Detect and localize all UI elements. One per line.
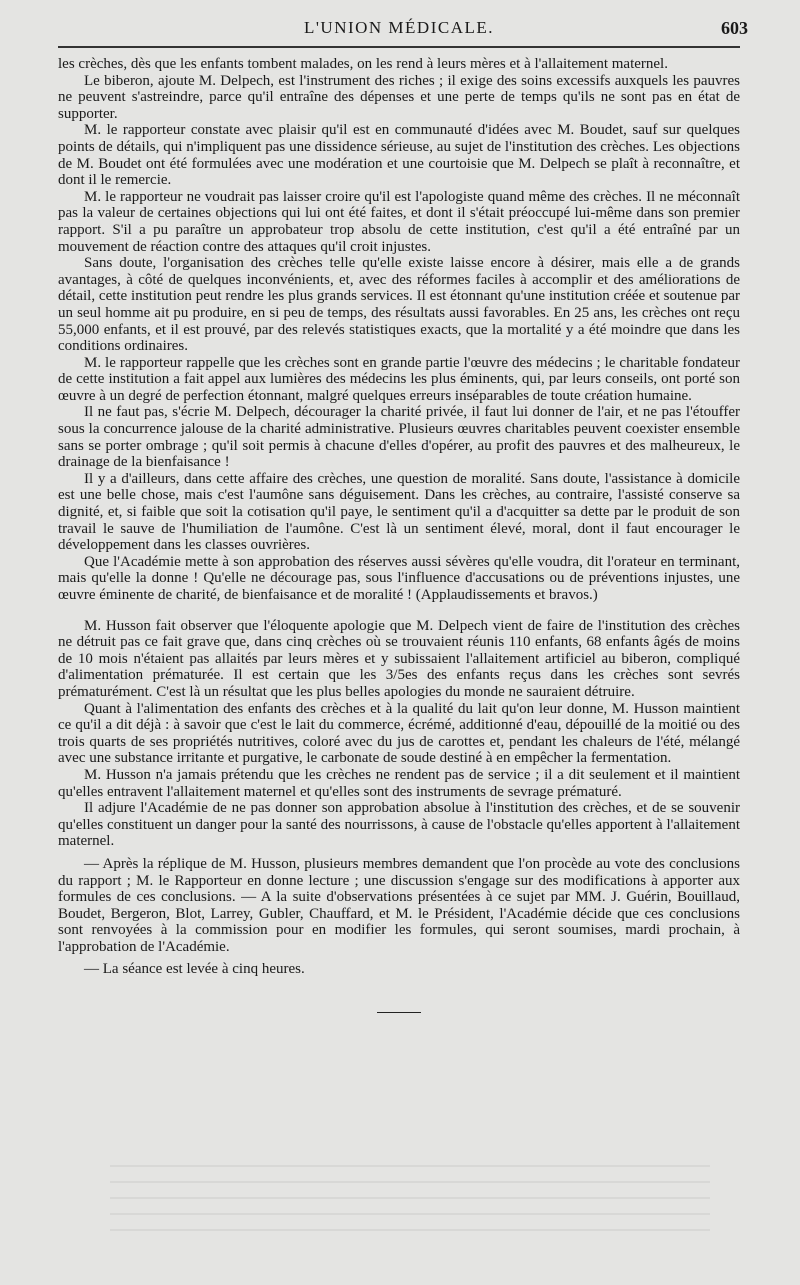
show-through-texture <box>110 1165 710 1245</box>
paragraph: Sans doute, l'organisation des crèches telle qu'elle existe laisse encore à désirer, mais elle a de grands avantages, à côté de quelques inconvénients, et, avec des réformes faciles à accomplir et des améliorations de détail, cette institution peut rendre les plus grands services. Il est étonnant qu'une institution créée et soutenue par un seul homme ait pu produire, en si peu de temps, des résultats aussi favorables. En 25 ans, les crèches ont reçu 55,000 enfants, et il est prouvé, par des relevés statistiques exacts, que la mortalité y a été moindre que dans les conditions ordinaires. <box>58 255 740 355</box>
paragraph: Il ne faut pas, s'écrie M. Delpech, décourager la charité privée, il faut lui donner de l'air, et ne pas l'étouffer sous la concurrence jalouse de la charité administrative. Plusieurs œuvres charitables peuvent coexister ensemble sans se porter ombrage ; qu'il soit permis à chacune d'elles d'opérer, au profit des pauvres et des malheureux, le drainage de la bienfaisance ! <box>58 404 740 471</box>
paragraph: M. Husson n'a jamais prétendu que les crèches ne rendent pas de service ; il a dit seulement et il maintient qu'elles entravent l'allaitement maternel et qu'elles sont des instruments de sevrage prématuré. <box>58 766 740 800</box>
end-separator <box>377 1012 421 1013</box>
paragraph: — Après la réplique de M. Husson, plusieurs membres demandent que l'on procède au vote des conclusions du rapport ; M. le Rapporteur en donne lecture ; une discussion s'engage sur des modifications à apporter aux formules de ces conclusions. — A la suite d'observations présentées à ce sujet par MM. J. Guérin, Bouillaud, Boudet, Bergeron, Blot, Larrey, Gubler, Chauffard, et M. le Président, l'Académie décide que ces conclusions sont renvoyées à la commission pour en modifier les formules, qui seront soumises, mardi prochain, à l'approbation de l'Académie. <box>58 855 740 955</box>
paragraph: M. le rapporteur constate avec plaisir qu'il est en communauté d'idées avec M. Boudet, sauf sur quelques points de détails, qui n'impliquent pas une dissidence sérieuse, au sujet de l'institution des crèches. Les objections de M. Boudet ont été formulées avec une modération et une courtoisie que M. Delpech se plaît à reconnaître, et dont il le remercie. <box>58 122 740 189</box>
paragraph: Il adjure l'Académie de ne pas donner son approbation absolue à l'institution des crèches, et de se souvenir qu'elles constituent un danger pour la santé des nourrissons, à cause de l'obstacle qu'elles apportent à l'allaitement maternel. <box>58 800 740 850</box>
article-body <box>58 56 740 978</box>
paragraph: Que l'Académie mette à son approbation des réserves aussi sévères qu'elle voudra, dit l'orateur en terminant, mais qu'elle la donne ! Qu'elle ne décourage pas, sous l'influence d'accusations ou de préventions injustes, une œuvre éminente de charité, de bienfaisance et de moralité ! (Applaudissements et bravos.) <box>58 553 740 603</box>
paragraph: M. le rapporteur ne voudrait pas laisser croire qu'il est l'apologiste quand même des crèches. Il ne méconnaît pas la valeur de certaines objections qui lui ont été faites, et dont il s'était préoccupé lui-même dans son premier rapport. S'il a pu paraître un approbateur trop absolu de cette institution, c'est qu'il a été entraîné par un mouvement de réaction contre des attaques qu'il croit injustes. <box>58 188 740 255</box>
running-title: L'UNION MÉDICALE. <box>303 18 495 37</box>
paragraph: — La séance est levée à cinq heures. <box>84 961 305 978</box>
paragraph: Il y a d'ailleurs, dans cette affaire des crèches, une question de moralité. Sans doute, l'assistance à domicile est une belle chose, mais c'est l'aumône sans déguisement. Dans les crèches, au contraire, l'assisté conserve sa dignité, et, si faible que soit la cotisation qu'il paye, le sentiment qu'il a d'acquitter sa dette par le produit de son travail le sauve de l'humiliation de l'aumône. C'est là un sentiment élevé, moral, dont il faut encourager le développement dans les classes ouvrières. <box>58 470 740 554</box>
page-header <box>58 8 748 46</box>
paragraph: M. Husson fait observer que l'éloquente apologie que M. Delpech vient de faire de l'institution des crèches ne détruit pas ce fait grave que, dans cinq crèches où se trouvaient réunis 110 enfants, 68 enfants âgés de moins de 10 mois n'étaient pas allaités par leurs mères et y subissaient l'allaitement artificiel au biberon, compliqué d'alimentation prématurée. Il est certain que les 3/5es des enfants reçus dans les crèches sont sevrés prématurément. C'est là un résultat que les plus belles apologies du monde ne sauraient détruire. <box>58 617 740 700</box>
paragraph: les crèches, dès que les enfants tombent malades, on les rend à leurs mères et à l'allaitement maternel. <box>58 56 668 72</box>
paragraph: M. le rapporteur rappelle que les crèches sont en grande partie l'œuvre des médecins ; le charitable fondateur de cette institution a fait appel aux lumières des médecins les plus éminents, qui, par leurs conseils, ont porté son œuvre à un degré de perfection étonnant, malgré quelques erreurs inséparables de toute création humaine. <box>58 354 740 404</box>
paragraph: Quant à l'alimentation des enfants des crèches et à la qualité du lait qu'on leur donne, M. Husson maintient ce qu'il a dit déjà : à savoir que c'est le lait du commerce, écrémé, additionné d'eau, dépouillé de la moitié ou des trois quarts de ses propriétés nutritives, coloré avec du jus de carottes et, pendant les chaleurs de l'été, mélangé avec une substance irritante et purgative, le carbonate de soude destiné à en empêcher la fermentation. <box>58 700 740 767</box>
header-rule <box>58 46 740 48</box>
paragraph: Le biberon, ajoute M. Delpech, est l'instrument des riches ; il exige des soins excessifs auxquels les pauvres ne peuvent s'astreindre, parce qu'il entraîne des dépenses et une perte de temps qu'ils ne sont pas en état de supporter. <box>58 72 740 122</box>
page-number: 603 <box>721 18 748 38</box>
